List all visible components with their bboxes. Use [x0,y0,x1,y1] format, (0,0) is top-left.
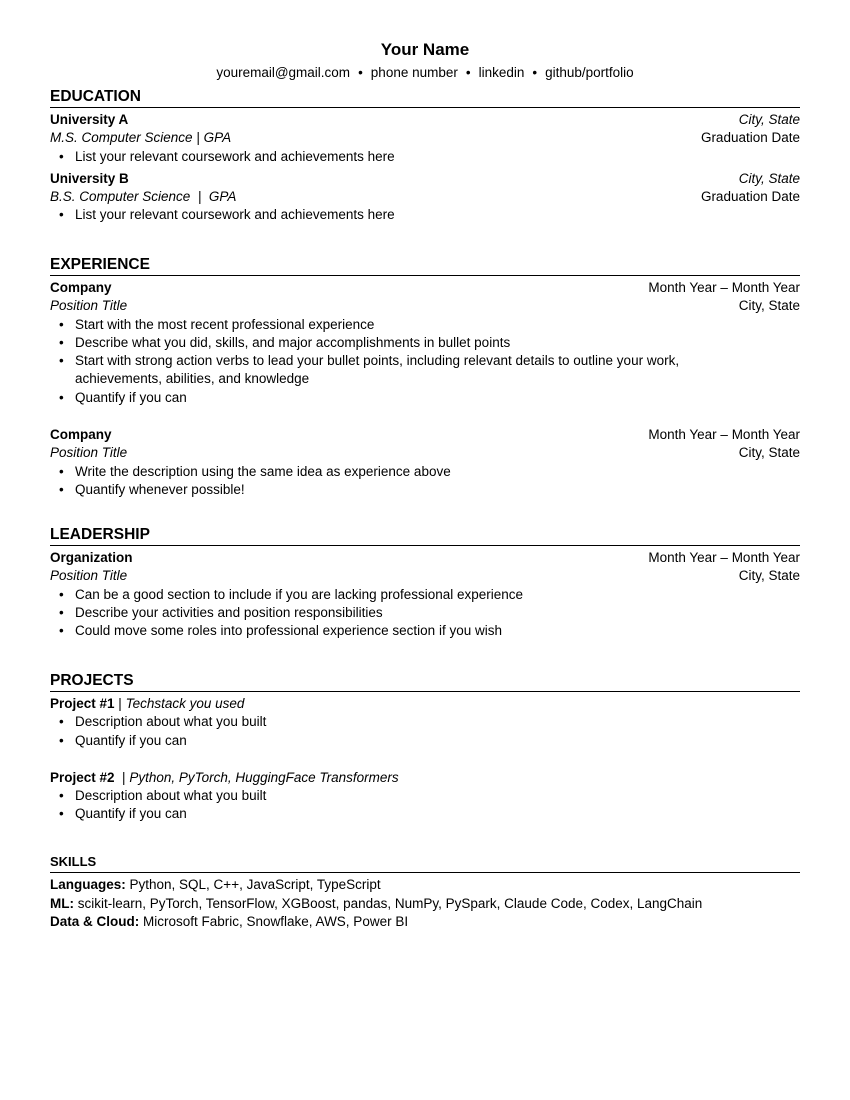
bullet: • Quantify if you can [50,732,800,750]
github-portfolio: github/portfolio [545,65,634,80]
projects-section [50,671,800,824]
organization-name: Organization [50,550,133,565]
bullet: • Description about what you built [50,787,800,805]
skill-line-data-cloud [50,913,800,932]
linkedin: linkedin [478,65,525,80]
date: Graduation Date [700,130,800,146]
section-title: EXPERIENCE [50,255,800,276]
leadership-section [50,525,800,640]
company-name: Company [50,427,112,443]
skill-value: Python, SQL, C++, JavaScript, TypeScript [125,877,381,892]
bullet: • Describe what you did, skills, and major accomplishments in bullet points [50,334,800,352]
section-title: PROJECTS [50,671,800,692]
separator: • [532,65,538,80]
skill-value: scikit-learn, PyTorch, TensorFlow, XGBoost, pandas, NumPy, PySpark, Claude Code, Codex, LangChain [74,895,703,911]
skill-line-languages [50,876,800,895]
skills-section [50,852,800,932]
skill-label: ML: [50,895,74,911]
location: City, State [738,445,800,461]
project-entry [50,695,800,750]
skill-label: Languages: [50,877,126,892]
bullet: • List your relevant coursework and achievements here [50,206,800,224]
position-title: Position Title [50,568,128,584]
bullet: • Could move some roles into professional experience section if you wish [50,622,800,640]
section-title: SKILLS [50,852,800,873]
experience-section [50,255,800,499]
phone: phone number [370,65,458,80]
degree: M.S. Computer Science | GPA [50,130,232,146]
project-name: Project #2 [50,769,115,785]
project-stack: Python, PyTorch, HuggingFace Transformers [129,769,399,785]
bullet: • Can be a good section to include if you are lacking professional experience [50,586,800,604]
separator: | [114,769,130,785]
email: youremail@gmail.com [216,65,351,80]
location: City, State [738,112,800,127]
bullet: • List your relevant coursework and achievements here [50,148,800,166]
separator: | [114,696,126,711]
company-name: Company [50,280,112,295]
position-title: Position Title [50,298,128,314]
separator: • [358,65,363,80]
section-title: EDUCATION [50,87,800,108]
dates: Month Year – Month Year [648,427,800,443]
skill-value: Microsoft Fabric, Snowflake, AWS, Power BI [139,914,409,929]
project-entry [50,769,800,824]
school-name: University A [50,112,129,127]
bullet: • Description about what you built [50,713,800,731]
bullet: • Quantify whenever possible! [50,481,800,499]
location: City, State [738,568,800,584]
experience-entry [50,426,800,499]
school-name: University B [50,170,129,186]
education-section [50,87,800,225]
dates: Month Year – Month Year [648,280,800,295]
project-stack: Techstack you used [125,696,245,711]
name-heading: Your Name [380,40,470,59]
leadership-entry [50,549,800,640]
bullet: • Describe your activities and position responsibilities [50,604,800,622]
bullet: • Start with the most recent professional experience [50,316,800,334]
position-title: Position Title [50,445,128,461]
degree: B.S. Computer Science | GPA [50,189,237,205]
bullet: • Write the description using the same idea as experience above [50,463,800,481]
contact-line [0,63,850,83]
bullet: • Quantify if you can [50,389,800,407]
experience-entry [50,279,800,407]
dates: Month Year – Month Year [648,550,800,565]
section-title: LEADERSHIP [50,525,800,546]
bullet: • Start with strong action verbs to lead your bullet points, including relevant details to outline your work, achievements, abilities, and knowledge [50,352,725,389]
date: Graduation Date [700,189,800,205]
project-name: Project #1 [50,696,115,711]
separator: • [465,65,471,80]
bullet: • Quantify if you can [50,805,800,823]
skill-line-ml [50,895,800,914]
education-entry [50,170,800,225]
location: City, State [738,298,800,314]
education-entry [50,111,800,166]
location: City, State [738,170,800,186]
skill-label: Data & Cloud: [50,914,140,929]
